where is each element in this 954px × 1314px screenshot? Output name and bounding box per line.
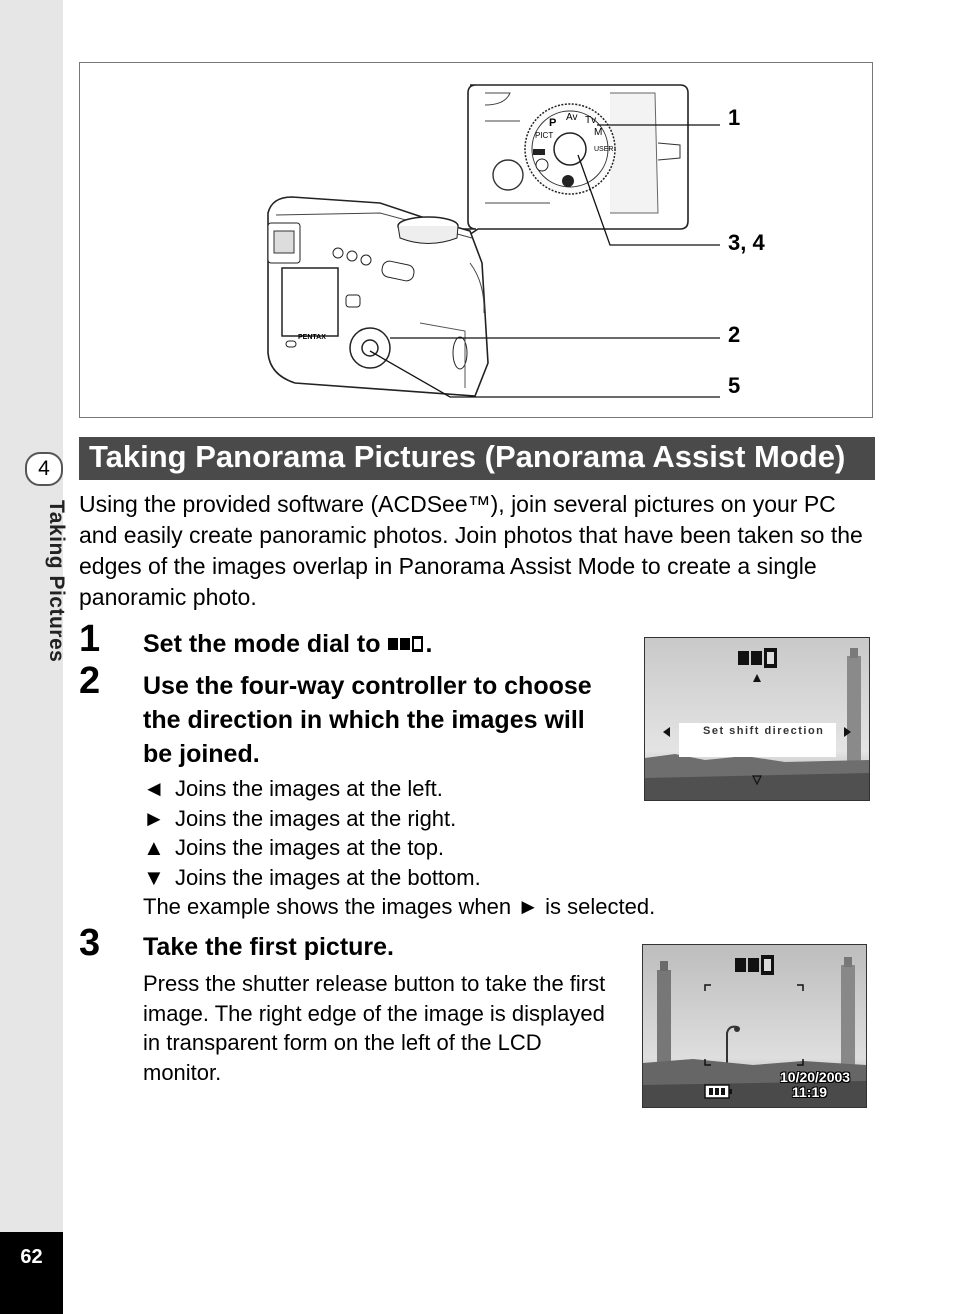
dial-label: Tv: [585, 115, 597, 126]
example-note-end: is selected.: [545, 894, 656, 919]
direction-right-text: Joins the images at the right.: [175, 806, 457, 831]
chapter-number-badge: 4: [25, 452, 63, 486]
step-2-heading: Use the four-way controller to choose the direction in which the images will be joined.: [143, 672, 592, 768]
down-arrow-icon: ▼: [143, 865, 165, 890]
lcd-shift-direction-screen: [644, 637, 870, 801]
step-1-heading-end: .: [425, 630, 433, 658]
direction-right: [143, 805, 456, 833]
page-number-tab: [0, 1232, 63, 1314]
right-arrow-icon: ►: [143, 806, 165, 831]
dial-label: PICT: [535, 131, 554, 140]
page-number: 62: [20, 1246, 43, 1268]
step-1-number: 1: [79, 618, 101, 660]
lcd-message: Set shift direction: [703, 725, 825, 737]
up-arrow-icon: ▲: [143, 835, 165, 860]
dial-label: USER: [594, 146, 614, 153]
direction-left-text: Joins the images at the left.: [175, 776, 443, 801]
callout-5: 5: [728, 373, 741, 398]
direction-bottom-text: Joins the images at the bottom.: [175, 865, 481, 890]
lcd-scene-1: [645, 638, 869, 800]
chapter-title: Taking Pictures: [45, 500, 68, 663]
step-1-heading-text: Set the mode dial to: [143, 630, 381, 658]
panorama-mode-icon: [387, 635, 425, 653]
camera-figure: [79, 62, 873, 418]
dial-label: P: [549, 117, 557, 129]
callout-2: 2: [728, 322, 741, 347]
callout-3-4: 3, 4: [728, 230, 765, 255]
step-1-heading: [143, 627, 432, 661]
step-2-number: 2: [79, 660, 101, 702]
section-title: Taking Panorama Pictures (Panorama Assist Mode): [89, 439, 846, 474]
right-arrow-icon: ►: [517, 894, 539, 919]
direction-left: [143, 775, 443, 803]
example-note: [143, 893, 655, 921]
lcd-first-picture-screen: [642, 944, 867, 1108]
direction-top-text: Joins the images at the top.: [175, 835, 445, 860]
direction-bottom: [143, 864, 481, 892]
step-3-body: Press the shutter release button to take the first image. The right edge of the image is displayed in transparent form on the left of the LCD monitor.: [143, 971, 606, 1085]
direction-top: [143, 834, 444, 862]
lcd-time: 11:19: [792, 1084, 828, 1100]
left-arrow-icon: ◄: [143, 776, 165, 801]
intro-paragraph: Using the provided software (ACDSee™), join several pictures on your PC and easily create panoramic photos. Join photos that have been taken so the edges of the images overlap in Panorama Assist Mode to create a single panoramic photo.: [79, 491, 863, 610]
camera-brand-label: PENTAX: [298, 334, 326, 341]
dial-label: M: [594, 127, 603, 138]
lcd-date: 10/20/2003: [780, 1069, 851, 1085]
example-note-start: The example shows the images when: [143, 894, 512, 919]
step-3-heading: Take the first picture.: [143, 933, 394, 961]
callout-1: 1: [728, 105, 741, 130]
step-3-number: 3: [79, 922, 101, 964]
dial-label: Av: [566, 112, 578, 123]
